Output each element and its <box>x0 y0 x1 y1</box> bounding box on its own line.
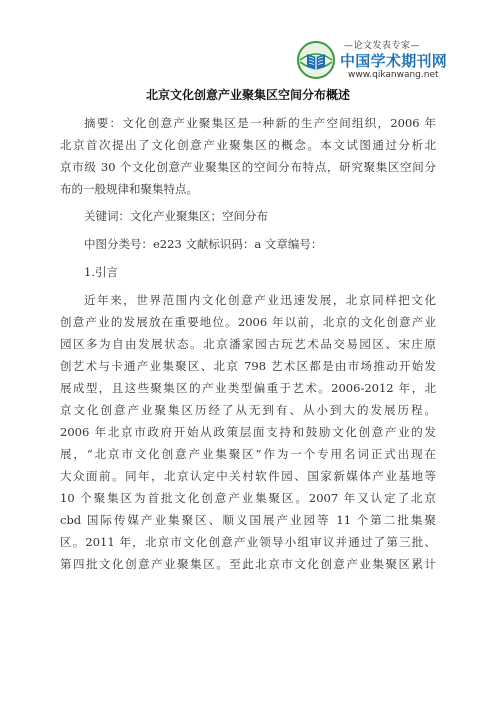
intro-line: 2006 年北京市政府开始从政策层面支持和鼓励文化创意产业的发 <box>60 425 436 439</box>
logo-tagline: —论文发表专家— <box>344 41 421 51</box>
intro-line: 大众面前。同年，北京认定中关村软件园、国家新媒体产业基地等 <box>60 469 436 483</box>
introduction-paragraph <box>60 289 436 575</box>
classification-line: 中图分类号：e223 文献标识码：a 文章编号： <box>84 237 323 251</box>
logo-url[interactable]: www.qikanwang.net <box>348 70 439 80</box>
abstract-line: 京市级 30 个文化创意产业聚集区的空间分布特点，研究聚集区空间分 <box>60 160 436 174</box>
intro-line: 园区多为自由发展状态。北京潘家园古玩艺术品交易园区、宋庄原 <box>60 337 436 351</box>
intro-line: 区。2011 年，北京市文化创意产业领导小组审议并通过了第三批、 <box>60 535 436 549</box>
intro-line: cbd 国际传媒产业集聚区、顺义国展产业园等 11 个第二批集聚 <box>60 513 436 527</box>
intro-line: 京文化创意产业聚集区历经了从无到有、从小到大的发展历程。 <box>60 403 436 417</box>
journal-logo[interactable] <box>296 38 456 82</box>
intro-line: 第四批文化创意产业聚集区。至此北京市文化创意产业集聚区累计 <box>60 557 436 571</box>
keywords: 关键词：文化产业聚集区；空间分布 <box>84 209 268 223</box>
intro-line: 近年来，世界范围内文化创意产业迅速发展，北京同样把文化 <box>84 293 436 307</box>
globe-book-icon <box>296 40 336 80</box>
intro-line: 创艺术与卡通产业集聚区、北京 798 艺术区都是由市场推动开始发 <box>60 359 436 373</box>
document-title: 北京文化创意产业聚集区空间分布概述 <box>145 88 350 102</box>
abstract-paragraph <box>60 112 436 200</box>
section-heading: 1.引言 <box>84 265 118 279</box>
intro-line: 展，“北京市文化创意产业集聚区”作为一个专用名词正式出现在 <box>60 447 436 461</box>
intro-line: 10 个聚集区为首批文化创意产业集聚区。2007 年又认定了北京 <box>60 491 436 505</box>
abstract-line: 摘要：文化创意产业聚集区是一种新的生产空间组织，2006 年 <box>84 116 436 130</box>
intro-line: 创意产业的发展放在重要地位。2006 年以前，北京的文化创意产业 <box>60 315 436 329</box>
logo-title: 中国学术期刊网 <box>340 52 448 70</box>
intro-line: 展成型，且这些聚集区的产业类型偏重于艺术。2006-2012 年，北 <box>60 381 436 395</box>
abstract-line: 布的一般规律和聚集特点。 <box>60 182 198 196</box>
abstract-line: 北京首次提出了文化创意产业聚集区的概念。本文试图通过分析北 <box>60 138 436 152</box>
